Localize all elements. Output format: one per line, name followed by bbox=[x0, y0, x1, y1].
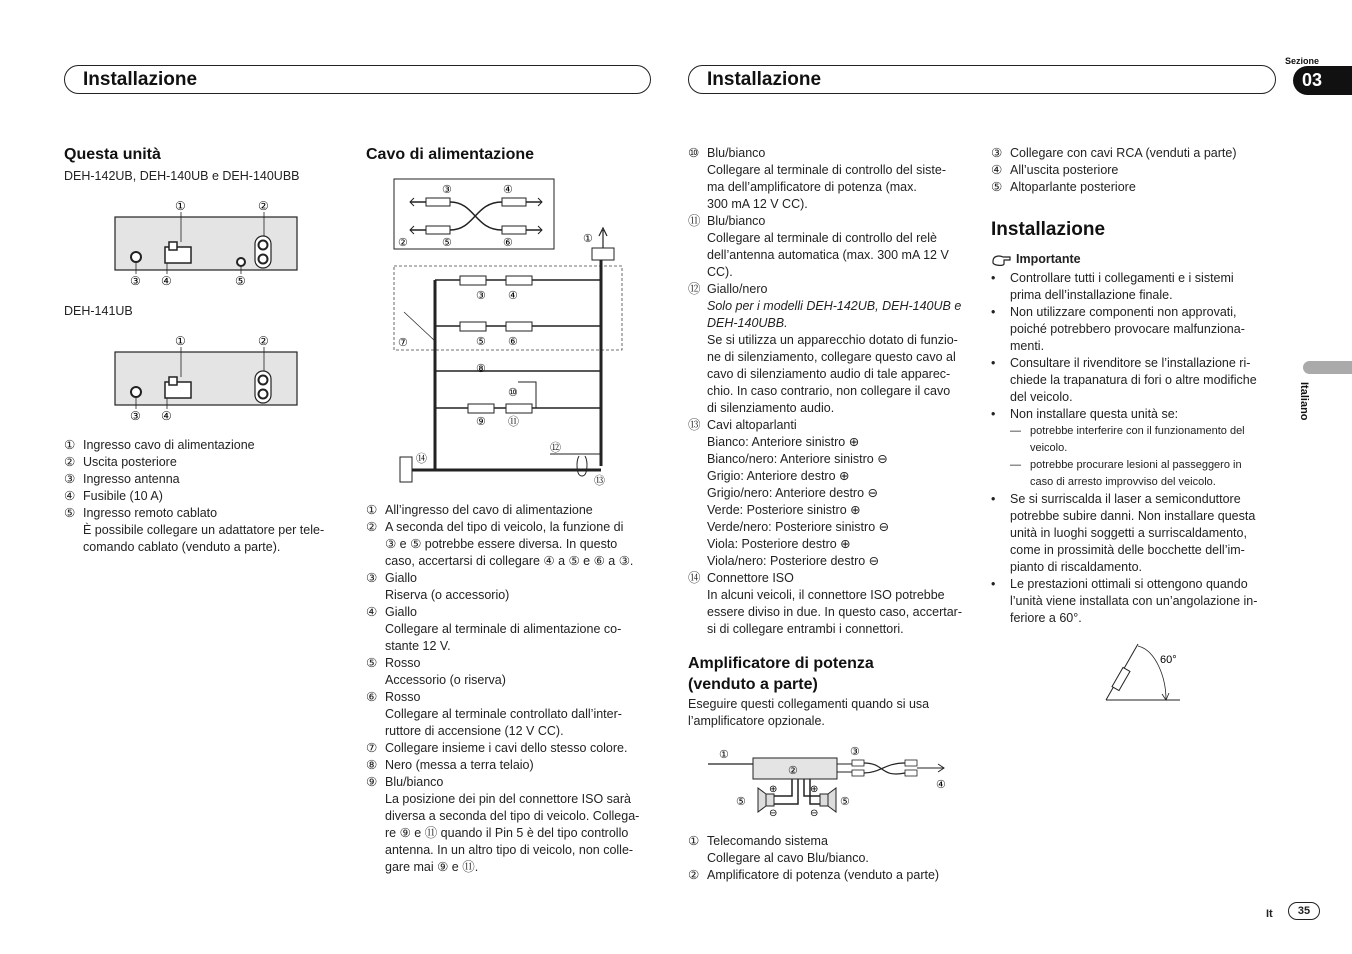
list-item: ④ Fusibile (10 A) bbox=[64, 489, 163, 503]
section-badge bbox=[1293, 66, 1352, 95]
list-item: ① All’ingresso del cavo di alimentazione bbox=[366, 503, 593, 517]
label-6: ⑥ bbox=[503, 237, 513, 249]
label-6: ⑥ bbox=[508, 336, 518, 348]
heading-amplificatore: Amplificatore di potenza (venduto a parte) bbox=[688, 655, 874, 693]
models-text-a: DEH-142UB, DEH-140UB e DEH-140UBB bbox=[64, 169, 300, 183]
bullet-line: • Le prestazioni ottimali si ottengono quando bbox=[991, 577, 1248, 591]
bullet-line: del veicolo. bbox=[1010, 390, 1073, 404]
list-item-detail: In alcuni veicoli, il connettore ISO potrebbe bbox=[707, 588, 945, 602]
list-item: ① Ingresso cavo di alimentazione bbox=[64, 438, 255, 452]
heading-questa-unita: Questa unità bbox=[64, 146, 161, 163]
list-item-detail: Collegare al cavo Blu/bianco. bbox=[707, 851, 869, 865]
list-item-detail: caso, accertarsi di collegare ④ a ⑤ e ⑥ a ③. bbox=[385, 554, 634, 568]
bullet-line: unità in luoghi soggetti a surriscaldamento, bbox=[1010, 526, 1247, 540]
bullet-line: pianto di riscaldamento. bbox=[1010, 560, 1143, 574]
list-item-detail: chio. In caso contrario, non collegare il cavo bbox=[707, 384, 951, 398]
list-item-detail: essere diviso in due. In questo caso, accertar- bbox=[707, 605, 962, 619]
list-item-detail: comando cablato (venduto a parte). bbox=[83, 540, 281, 554]
list-item-detail: Viola/nero: Posteriore destro ⊖ bbox=[707, 554, 880, 568]
list-item-detail: Bianco: Anteriore sinistro ⊕ bbox=[707, 435, 860, 449]
label-4: ④ bbox=[161, 274, 172, 288]
list-item-detail: Verde/nero: Posteriore sinistro ⊖ bbox=[707, 520, 890, 534]
heading-installazione: Installazione bbox=[991, 219, 1106, 240]
plus-symbol: ⊕ bbox=[769, 784, 778, 795]
label-3: ③ bbox=[476, 290, 486, 302]
list-item-detail: È possibile collegare un adattatore per tele- bbox=[83, 523, 325, 537]
label-5: ⑤ bbox=[736, 796, 746, 808]
bullet-line: • Non utilizzare componenti non approvati, bbox=[991, 305, 1237, 319]
list-item: ⑩ Blu/bianco bbox=[688, 146, 766, 160]
sub-bullet-line: veicolo. bbox=[1030, 442, 1068, 454]
right-page-header bbox=[688, 65, 1276, 94]
label-1: ① bbox=[719, 749, 729, 761]
list-item-detail: stante 12 V. bbox=[385, 639, 451, 653]
list-item: ③ Ingresso antenna bbox=[64, 472, 180, 486]
language-code: It bbox=[1266, 908, 1273, 920]
left-page-header bbox=[64, 65, 651, 94]
bullet-line: menti. bbox=[1010, 339, 1045, 353]
label-3: ③ bbox=[130, 274, 141, 288]
sub-bullet-line: — potrebbe interferire con il funzionamento del bbox=[1010, 425, 1245, 437]
section-number: 03 bbox=[1302, 70, 1323, 90]
bullet-line: • Se si surriscalda il laser a semiconduttore bbox=[991, 492, 1241, 506]
list-item-detail: La posizione dei pin del connettore ISO sarà bbox=[385, 792, 631, 806]
plus-symbol: ⊕ bbox=[810, 784, 819, 795]
list-item-detail: si di collegare entrambi i connettori. bbox=[707, 622, 904, 636]
label-2: ② bbox=[788, 765, 798, 777]
list-item-detail: Accessorio (o riserva) bbox=[385, 673, 506, 687]
list-item: ⑪ Blu/bianco bbox=[688, 214, 766, 228]
label-8: ⑧ bbox=[476, 363, 486, 375]
heading-cavo-alimentazione: Cavo di alimentazione bbox=[366, 146, 535, 163]
list-item: ⑨ Blu/bianco bbox=[366, 775, 444, 789]
list-item-detail: antenna. In un altro tipo di veicolo, non colle- bbox=[385, 843, 634, 857]
models-text-b: DEH-141UB bbox=[64, 304, 133, 318]
list-item-detail: ruttore di accensione (12 V CC). bbox=[385, 724, 564, 738]
label-1: ① bbox=[583, 233, 593, 245]
list-item-detail: Riserva (o accessorio) bbox=[385, 588, 510, 602]
bullet-line: feriore a 60°. bbox=[1010, 611, 1082, 625]
bullet-line: l’unità viene installata con un’angolazione in- bbox=[1010, 594, 1258, 608]
label-1: ① bbox=[175, 199, 186, 213]
sub-bullet-line: — potrebbe procurare lesioni al passeggero in bbox=[1010, 459, 1242, 471]
list-item: ⑦ Collegare insieme i cavi dello stesso colore. bbox=[366, 741, 628, 755]
list-item-detail: DEH-140UBB. bbox=[707, 316, 788, 330]
mounting-angle-diagram bbox=[1100, 636, 1190, 706]
warning-hand-icon bbox=[991, 252, 1013, 268]
label-4: ④ bbox=[503, 184, 513, 196]
minus-symbol: ⊖ bbox=[810, 808, 819, 819]
list-item-detail: ne di silenziamento, collegare questo cavo al bbox=[707, 350, 956, 364]
unit-legend-list bbox=[64, 437, 349, 556]
list-item-detail: Collegare al terminale controllato dall’inter- bbox=[385, 707, 622, 721]
list-item: ⑤ Ingresso remoto cablato bbox=[64, 506, 218, 520]
list-item: ⑭ Connettore ISO bbox=[688, 571, 794, 585]
label-7: ⑦ bbox=[398, 337, 408, 349]
label-5: ⑤ bbox=[235, 274, 246, 288]
important-note: Importante bbox=[991, 251, 1081, 268]
wire-legend-continued bbox=[688, 145, 978, 638]
list-item-detail: Collegare al terminale di alimentazione co- bbox=[385, 622, 622, 636]
minus-symbol: ⊖ bbox=[769, 808, 778, 819]
label-4: ④ bbox=[936, 779, 946, 791]
list-item: ④ Giallo bbox=[366, 605, 417, 619]
list-item: ③ Collegare con cavi RCA (venduti a parte) bbox=[991, 146, 1237, 160]
language-tab bbox=[1303, 361, 1352, 374]
unit-diagram-b bbox=[112, 331, 302, 425]
list-item: ⑤ Altoparlante posteriore bbox=[991, 180, 1136, 194]
list-item-detail: Grigio: Anteriore destro ⊕ bbox=[707, 469, 850, 483]
power-cable-legend bbox=[366, 502, 656, 876]
list-item-detail: Bianco/nero: Anteriore sinistro ⊖ bbox=[707, 452, 888, 466]
bullet-line: • Non installare questa unità se: bbox=[991, 407, 1179, 421]
label-5: ⑤ bbox=[442, 237, 452, 249]
unit-diagram-a bbox=[112, 196, 302, 288]
label-4: ④ bbox=[161, 409, 172, 423]
list-item: ⑤ Rosso bbox=[366, 656, 421, 670]
list-item-detail: ma dell’amplificatore di potenza (max. bbox=[707, 180, 917, 194]
label-2: ② bbox=[398, 237, 408, 249]
angle-label: 60° bbox=[1160, 654, 1177, 666]
list-item-detail: diversa a seconda del tipo di veicolo. Collega- bbox=[385, 809, 640, 823]
label-13: ⑬ bbox=[594, 475, 605, 487]
label-3: ③ bbox=[442, 184, 452, 196]
list-item-detail: ③ e ⑤ potrebbe essere diversa. In questo bbox=[385, 537, 618, 551]
list-item: ② A seconda del tipo di veicolo, la funzione di bbox=[366, 520, 624, 534]
power-cable-diagram bbox=[390, 176, 640, 494]
list-item-detail: Viola: Posteriore destro ⊕ bbox=[707, 537, 851, 551]
label-12: ⑫ bbox=[550, 442, 561, 454]
bullet-line: come in prossimità delle bocchette dell’im- bbox=[1010, 543, 1245, 557]
label-2: ② bbox=[258, 334, 269, 348]
language-label: Italiano bbox=[1298, 382, 1310, 421]
bullet-line: potrebbe subire danni. Non installare questa bbox=[1010, 509, 1256, 523]
bullet-line: • Controllare tutti i collegamenti e i sistemi bbox=[991, 271, 1234, 285]
label-5: ⑤ bbox=[476, 336, 486, 348]
bullet-line: prima dell’installazione finale. bbox=[1010, 288, 1173, 302]
amp-intro-text: Eseguire questi collegamenti quando si usa l’amplificatore opzionale. bbox=[688, 697, 930, 728]
label-14: ⑭ bbox=[416, 453, 427, 465]
installation-bullets bbox=[991, 270, 1281, 627]
label-2: ② bbox=[258, 199, 269, 213]
list-item-detail: Solo per i modelli DEH-142UB, DEH-140UB e bbox=[707, 299, 962, 313]
list-item-detail: re ⑨ e ⑪ quando il Pin 5 è del tipo controllo bbox=[385, 826, 629, 840]
list-item: ⑥ Rosso bbox=[366, 690, 421, 704]
list-item: ③ Giallo bbox=[366, 571, 417, 585]
label-3: ③ bbox=[130, 409, 141, 423]
list-item-detail: Grigio/nero: Anteriore destro ⊖ bbox=[707, 486, 878, 500]
amp-legend bbox=[688, 833, 978, 884]
list-item-detail: di silenziamento audio. bbox=[707, 401, 835, 415]
bullet-line: chiede la trapanatura di fori o altre modifiche bbox=[1010, 373, 1257, 387]
list-item-detail: gare mai ⑨ e ⑪. bbox=[385, 860, 479, 874]
section-label: Sezione bbox=[1285, 56, 1320, 66]
list-item: ② Amplificatore di potenza (venduto a parte) bbox=[688, 868, 940, 882]
left-page-title: Installazione bbox=[83, 69, 198, 90]
label-4: ④ bbox=[508, 290, 518, 302]
bullet-line: • Consultare il rivenditore se l’installazione ri- bbox=[991, 356, 1251, 370]
list-item-detail: CC). bbox=[707, 265, 733, 279]
label-1: ① bbox=[175, 334, 186, 348]
list-item-detail: Collegare al terminale di controllo del relè bbox=[707, 231, 937, 245]
page-number: 35 bbox=[1288, 902, 1320, 920]
list-item-detail: dell’antenna automatica (max. 300 mA 12 V bbox=[707, 248, 949, 262]
list-item: ⑧ Nero (messa a terra telaio) bbox=[366, 758, 534, 772]
label-9: ⑨ bbox=[476, 416, 486, 428]
label-11: ⑪ bbox=[508, 416, 519, 428]
list-item-detail: Se si utilizza un apparecchio dotato di funzio- bbox=[707, 333, 958, 347]
label-5: ⑤ bbox=[840, 796, 850, 808]
list-item: ① Telecomando sistema bbox=[688, 834, 828, 848]
list-item-detail: cavo di silenziamento audio di tale apparec- bbox=[707, 367, 951, 381]
amp-legend-continued bbox=[991, 145, 1281, 196]
label-10: ⑩ bbox=[508, 387, 518, 399]
list-item-detail: 300 mA 12 V CC). bbox=[707, 197, 808, 211]
right-page-title: Installazione bbox=[707, 69, 822, 90]
bullet-line: poiché potrebbero provocare malfunziona- bbox=[1010, 322, 1245, 336]
sub-bullet-line: caso di arresto improvviso del veicolo. bbox=[1030, 476, 1216, 488]
list-item-detail: Collegare al terminale di controllo del siste- bbox=[707, 163, 947, 177]
amplifier-diagram bbox=[700, 740, 960, 820]
label-3: ③ bbox=[850, 746, 860, 758]
list-item: ② Uscita posteriore bbox=[64, 455, 177, 469]
list-item: ⑬ Cavi altoparlanti bbox=[688, 418, 797, 432]
list-item: ⑫ Giallo/nero bbox=[688, 282, 768, 296]
list-item: ④ All’uscita posteriore bbox=[991, 163, 1119, 177]
list-item-detail: Verde: Posteriore sinistro ⊕ bbox=[707, 503, 861, 517]
